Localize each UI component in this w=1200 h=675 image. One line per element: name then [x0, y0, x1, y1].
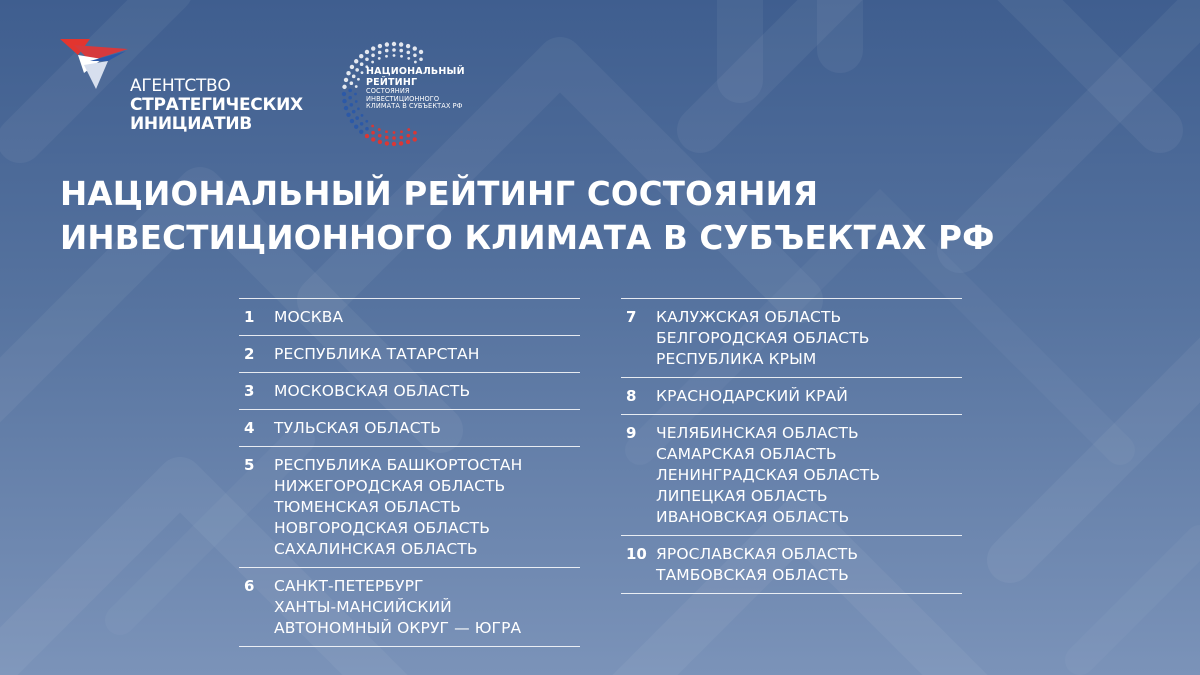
- ring-dot: [371, 125, 374, 128]
- rating-logo-line-5: КЛИМАТА В СУБЪЕКТАХ РФ: [366, 102, 463, 111]
- ring-dot: [350, 81, 354, 85]
- ring-dot: [342, 85, 346, 89]
- ring-dot: [371, 54, 375, 58]
- ranking-row: [239, 336, 580, 373]
- ring-dot: [346, 71, 350, 75]
- ring-dot: [352, 75, 356, 79]
- ring-dot: [371, 46, 375, 50]
- region-name: ЛЕНИНГРАДСКАЯ ОБЛАСТЬ: [656, 466, 881, 484]
- ring-dot: [406, 51, 410, 55]
- ring-dot: [378, 140, 382, 144]
- rank-number: 1: [244, 308, 255, 326]
- region-name: САНКТ-ПЕТЕРБУРГ: [274, 577, 424, 595]
- region-list: [274, 307, 580, 328]
- rank-number: 5: [244, 456, 255, 474]
- ring-dot: [342, 92, 346, 96]
- ring-dot: [361, 114, 364, 117]
- ring-dot: [352, 110, 356, 114]
- region-name: НИЖЕГОРОДСКАЯ ОБЛАСТЬ: [274, 477, 506, 495]
- title-line-2: ИНВЕСТИЦИОННОГО КЛИМАТА В СУБЪЕКТАХ РФ: [60, 219, 995, 257]
- ring-dot: [407, 57, 410, 60]
- region-list: [656, 307, 962, 370]
- ring-dot: [365, 127, 369, 131]
- ring-dot: [406, 140, 410, 144]
- ring-dot: [399, 49, 403, 53]
- ring-dot: [378, 134, 382, 138]
- ring-dot: [355, 85, 358, 88]
- region-list: [656, 544, 962, 586]
- ring-dot: [419, 57, 423, 61]
- rank-number: 6: [244, 577, 255, 595]
- asi-logo-line-1: АГЕНТСТВО: [130, 76, 231, 96]
- ring-dot: [392, 142, 396, 146]
- region-name: КРАСНОДАРСКИЙ КРАЙ: [656, 387, 848, 405]
- page-title: [60, 172, 1160, 260]
- ranking-row: [239, 447, 580, 568]
- ring-dot: [359, 130, 363, 134]
- ring-dot: [378, 44, 382, 48]
- ring-dot: [360, 122, 364, 126]
- rating-logo-line-2: РЕЙТИНГ: [366, 76, 418, 88]
- ring-dot: [413, 131, 417, 135]
- region-list: [656, 423, 962, 528]
- ring-dot: [355, 100, 358, 103]
- ring-dot: [365, 57, 369, 61]
- ranking-column-left: [239, 298, 580, 647]
- region-name: ЛИПЕЦКАЯ ОБЛАСТЬ: [656, 487, 828, 505]
- asi-arrow-icon: [60, 37, 132, 89]
- ring-dot: [400, 130, 403, 133]
- ring-dot: [354, 59, 358, 63]
- ring-dot: [360, 62, 364, 66]
- rank-number: 3: [244, 382, 255, 400]
- ranking-row: [621, 378, 962, 415]
- region-name: ТУЛЬСКАЯ ОБЛАСТЬ: [274, 419, 441, 437]
- ring-dot: [354, 93, 357, 96]
- region-name: ЧЕЛЯБИНСКАЯ ОБЛАСТЬ: [656, 424, 859, 442]
- ranking-column-right: [621, 298, 962, 594]
- ring-dot: [355, 116, 359, 120]
- rank-number: 9: [626, 424, 637, 442]
- ring-dot: [393, 54, 396, 57]
- ring-dot: [406, 44, 410, 48]
- region-list: [274, 576, 580, 639]
- region-name: МОСКВА: [274, 308, 344, 326]
- region-name: РЕСПУБЛИКА КРЫМ: [656, 350, 817, 368]
- rank-number: 8: [626, 387, 637, 405]
- ring-dot: [392, 48, 396, 52]
- rating-logo-line-3: СОСТОЯНИЯ: [366, 87, 410, 95]
- ring-dot: [378, 51, 382, 55]
- ring-dot: [348, 96, 352, 100]
- ring-dot: [350, 103, 354, 107]
- region-name: БЕЛГОРОДСКАЯ ОБЛАСТЬ: [656, 329, 870, 347]
- ring-dot: [371, 131, 375, 135]
- ranking-row: [239, 410, 580, 447]
- region-name: ХАНТЫ-МАНСИЙСКИЙ: [274, 598, 452, 616]
- ring-dot: [385, 49, 389, 53]
- ring-dot: [357, 107, 360, 110]
- ring-dot: [365, 134, 369, 138]
- ring-dot: [350, 65, 354, 69]
- ring-dot: [371, 137, 375, 141]
- ring-dot: [406, 134, 410, 138]
- ring-dot: [346, 113, 350, 117]
- ring-dot: [357, 78, 360, 81]
- ranking-row: [621, 536, 962, 594]
- ranking-row: [621, 415, 962, 536]
- ring-dot: [385, 55, 388, 58]
- ring-dot: [413, 137, 417, 141]
- region-name: РЕСПУБЛИКА БАШКОРТОСТАН: [274, 456, 523, 474]
- rank-number: 2: [244, 345, 255, 363]
- asi-logo: [60, 37, 320, 137]
- ranking-row: [239, 373, 580, 410]
- ring-dot: [413, 54, 417, 58]
- region-list: [656, 386, 962, 407]
- ring-dot: [365, 50, 369, 54]
- ring-dot: [344, 106, 348, 110]
- ring-dot: [344, 78, 348, 82]
- ring-dot: [399, 136, 403, 140]
- rank-number: 7: [626, 308, 637, 326]
- rating-logo-line-1: НАЦИОНАЛЬНЫЙ: [366, 66, 465, 77]
- ring-dot: [342, 99, 346, 103]
- ring-dot: [359, 54, 363, 58]
- ring-dot: [365, 120, 368, 123]
- region-name: АВТОНОМНЫЙ ОКРУГ — ЮГРА: [274, 619, 522, 637]
- ranking-row: [239, 568, 580, 647]
- asi-logo-line-2: СТРАТЕГИЧЕСКИХ: [130, 95, 303, 115]
- ring-dot: [413, 46, 417, 50]
- national-rating-logo: [338, 38, 478, 150]
- ring-dot: [361, 71, 364, 74]
- region-name: САХАЛИНСКАЯ ОБЛАСТЬ: [274, 540, 478, 558]
- ring-dot: [392, 136, 396, 140]
- region-list: [274, 418, 580, 439]
- rank-number: 4: [244, 419, 255, 437]
- region-name: МОСКОВСКАЯ ОБЛАСТЬ: [274, 382, 471, 400]
- region-name: ТАМБОВСКАЯ ОБЛАСТЬ: [656, 566, 849, 584]
- ring-dot: [355, 68, 359, 72]
- region-list: [274, 344, 580, 365]
- region-name: САМАРСКАЯ ОБЛАСТЬ: [656, 445, 837, 463]
- ranking-row: [239, 299, 580, 336]
- ring-dot: [348, 89, 352, 93]
- region-list: [274, 455, 580, 560]
- asi-logo-line-3: ИНИЦИАТИВ: [130, 114, 252, 134]
- ring-dot: [407, 128, 410, 131]
- rank-number: 10: [626, 545, 647, 563]
- ring-dot: [419, 50, 423, 54]
- ring-dot: [371, 61, 374, 64]
- region-name: ИВАНОВСКАЯ ОБЛАСТЬ: [656, 508, 850, 526]
- region-name: НОВГОРОДСКАЯ ОБЛАСТЬ: [274, 519, 490, 537]
- ring-dot: [385, 130, 388, 133]
- ring-dot: [354, 125, 358, 129]
- ring-dot: [400, 55, 403, 58]
- region-list: [274, 381, 580, 402]
- ring-dot: [393, 131, 396, 134]
- ring-dot: [378, 128, 381, 131]
- region-name: КАЛУЖСКАЯ ОБЛАСТЬ: [656, 308, 842, 326]
- ring-dot: [385, 42, 389, 46]
- title-line-1: НАЦИОНАЛЬНЫЙ РЕЙТИНГ СОСТОЯНИЯ: [60, 175, 819, 213]
- ring-dot: [399, 141, 403, 145]
- rating-logo-line-4: ИНВЕСТИЦИОННОГО: [366, 94, 440, 103]
- region-name: РЕСПУБЛИКА ТАТАРСТАН: [274, 345, 480, 363]
- ring-dot: [414, 61, 417, 64]
- region-name: ТЮМЕНСКАЯ ОБЛАСТЬ: [274, 498, 461, 516]
- ring-dot: [392, 42, 396, 46]
- ring-dot: [385, 141, 389, 145]
- ring-dot: [399, 42, 403, 46]
- ring-dot: [385, 136, 389, 140]
- ring-dot: [350, 119, 354, 123]
- region-name: ЯРОСЛАВСКАЯ ОБЛАСТЬ: [656, 545, 859, 563]
- ranking-row: [621, 299, 962, 378]
- ring-dot: [378, 57, 381, 60]
